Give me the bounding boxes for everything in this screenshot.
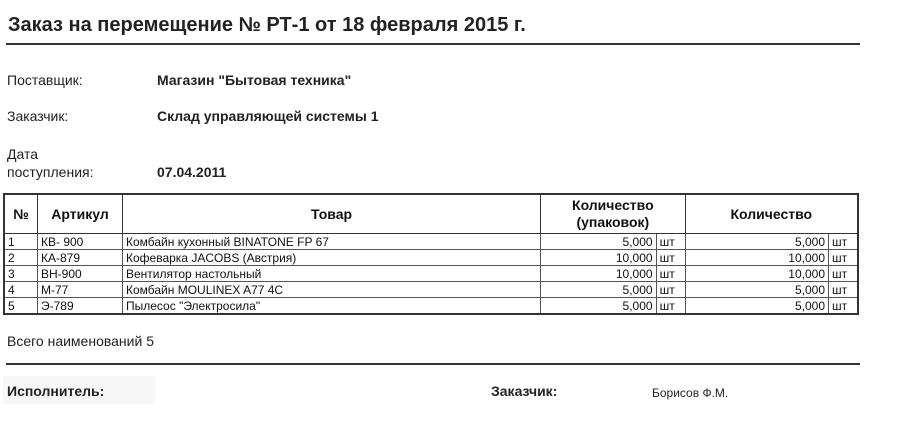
customer-signature-label: Заказчик: <box>491 383 558 399</box>
table-row <box>4 282 858 298</box>
row-unit-packs: шт <box>656 298 685 315</box>
table-header-row <box>4 194 858 234</box>
row-qty: 5,000 <box>685 282 828 298</box>
row-num: 1 <box>4 234 38 250</box>
row-article: М-77 <box>38 282 123 298</box>
customer-label: Заказчик: <box>7 108 69 124</box>
header-article: Артикул <box>38 194 123 234</box>
table-row <box>4 250 858 266</box>
table-row <box>4 234 858 250</box>
row-article: КА-879 <box>38 250 123 266</box>
row-unit-packs: шт <box>656 250 685 266</box>
row-article: КВ- 900 <box>38 234 123 250</box>
executor-label: Исполнитель: <box>7 383 105 399</box>
row-qty-packs: 10,000 <box>541 266 657 282</box>
row-qty: 5,000 <box>685 298 828 315</box>
bottom-divider <box>6 363 860 365</box>
row-product: Кофеварка JACOBS (Австрия) <box>123 250 541 266</box>
row-num: 5 <box>4 298 38 315</box>
customer-signature-name: Борисов Ф.М. <box>652 386 729 400</box>
date-label <box>7 145 94 181</box>
row-qty: 10,000 <box>685 250 828 266</box>
date-label-line2: поступления: <box>7 164 94 180</box>
row-qty-packs: 10,000 <box>541 250 657 266</box>
row-num: 2 <box>4 250 38 266</box>
table-row <box>4 298 858 315</box>
items-table <box>3 193 859 315</box>
row-product: Вентилятор настольный <box>123 266 541 282</box>
header-qty: Количество <box>685 194 858 234</box>
row-unit-packs: шт <box>656 282 685 298</box>
row-product: Пылесос "Электросила" <box>123 298 541 315</box>
row-product: Комбайн MOULINEX A77 4C <box>123 282 541 298</box>
supplier-label: Поставщик: <box>7 72 83 88</box>
row-unit: шт <box>829 282 859 298</box>
row-article: ВН-900 <box>38 266 123 282</box>
row-unit: шт <box>829 298 859 315</box>
row-unit-packs: шт <box>656 234 685 250</box>
customer-value: Склад управляющей системы 1 <box>157 108 379 124</box>
row-unit: шт <box>829 266 859 282</box>
header-product: Товар <box>123 194 541 234</box>
date-label-line1: Дата <box>7 146 39 162</box>
row-num: 3 <box>4 266 38 282</box>
header-qty-packs-line1: Количество <box>572 197 654 213</box>
row-unit-packs: шт <box>656 266 685 282</box>
row-unit: шт <box>829 250 859 266</box>
top-divider <box>6 43 860 45</box>
date-value: 07.04.2011 <box>157 164 227 180</box>
row-qty: 10,000 <box>685 266 828 282</box>
row-qty-packs: 5,000 <box>541 282 657 298</box>
header-qty-packs <box>541 194 686 234</box>
supplier-value: Магазин "Бытовая техника" <box>157 72 352 88</box>
row-unit: шт <box>829 234 859 250</box>
row-article: Э-789 <box>38 298 123 315</box>
total-items-text: Всего наименований 5 <box>7 333 154 349</box>
row-num: 4 <box>4 282 38 298</box>
document-title: Заказ на перемещение № РТ-1 от 18 февраля 2015 г. <box>8 14 526 36</box>
row-product: Комбайн кухонный BINATONE FP 67 <box>123 234 541 250</box>
row-qty-packs: 5,000 <box>541 298 657 315</box>
table-row <box>4 266 858 282</box>
row-qty-packs: 5,000 <box>541 234 657 250</box>
header-qty-packs-line2: (упаковок) <box>576 214 650 230</box>
header-num: № <box>4 194 38 234</box>
row-qty: 5,000 <box>685 234 828 250</box>
